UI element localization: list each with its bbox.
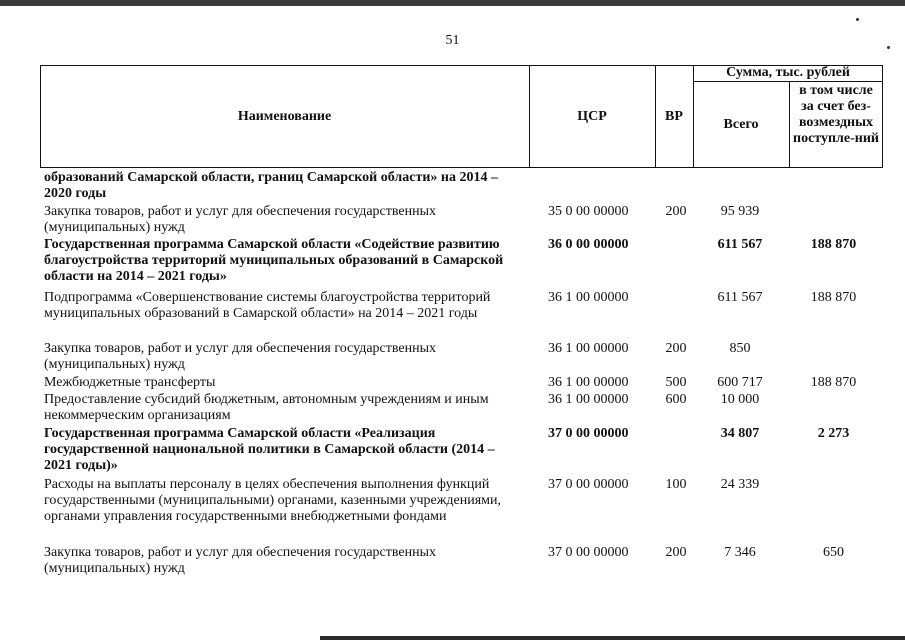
- scan-edge-bottom: [320, 636, 905, 640]
- row-total: 600 717: [717, 375, 763, 390]
- row-total: 95 939: [720, 204, 760, 219]
- row-name: Закупка товаров, работ и услуг для обеспечения государственных (муниципальных) нужд: [44, 204, 437, 235]
- table-header: [40, 65, 883, 168]
- header-csr: ЦСР: [577, 109, 607, 124]
- row-vr: 200: [665, 545, 687, 560]
- row-total: 611 567: [717, 237, 763, 252]
- row-gratuitous: 650: [823, 545, 844, 560]
- scan-speck: [856, 18, 859, 21]
- header-vr: ВР: [665, 109, 683, 124]
- row-csr: 37 0 00 00000: [548, 426, 629, 441]
- row-total: 850: [729, 341, 751, 356]
- row-name: Государственная программа Самарской области «Реализация государственной национальной политики в Самарской области (2014 – 2021 годы)»: [44, 426, 495, 473]
- row-name: Закупка товаров, работ и услуг для обеспечения государственных (муниципальных) нужд: [44, 341, 437, 372]
- row-name: Закупка товаров, работ и услуг для обеспечения государственных (муниципальных) нужд: [44, 545, 437, 576]
- row-vr: 500: [665, 375, 687, 390]
- header-name: Наименование: [237, 109, 332, 124]
- row-name: Предоставление субсидий бюджетным, автономным учреждениям и иным некоммерческим организациям: [44, 392, 489, 423]
- row-name: Межбюджетные трансферты: [44, 375, 216, 390]
- row-vr: 100: [665, 477, 687, 492]
- row-total: 611 567: [717, 290, 763, 305]
- row-csr: 36 1 00 00000: [548, 341, 629, 356]
- row-csr: 36 1 00 00000: [548, 392, 629, 407]
- row-csr: 37 0 00 00000: [548, 477, 629, 492]
- row-name: Подпрограмма «Совершенствование системы благоустройства территорий муниципальных образований в Самарской области» на 2014 – 2021 годы: [44, 290, 491, 321]
- row-gratuitous: 2 273: [817, 426, 850, 441]
- row-csr: 35 0 00 00000: [548, 204, 629, 219]
- header-sum-group: Сумма, тыс. рублей: [726, 65, 850, 80]
- row-vr: 200: [665, 204, 687, 219]
- row-gratuitous: 188 870: [810, 290, 857, 305]
- row-total: 34 807: [720, 426, 760, 441]
- header-divider: [789, 81, 790, 168]
- row-gratuitous: 188 870: [810, 375, 857, 390]
- header-total: Всего: [723, 117, 759, 132]
- header-gratuitous: в том числе за счет без-возмездных поступле-ний: [793, 83, 879, 146]
- row-csr: 36 1 00 00000: [548, 290, 629, 305]
- row-total: 24 339: [720, 477, 760, 492]
- row-total: 10 000: [720, 392, 760, 407]
- scan-edge-top: [0, 0, 905, 6]
- row-vr: 600: [665, 392, 687, 407]
- row-name: образований Самарской области, границ Самарской области» на 2014 – 2020 годы: [44, 170, 498, 201]
- row-gratuitous: 188 870: [810, 237, 857, 252]
- row-csr: 36 1 00 00000: [548, 375, 629, 390]
- row-vr: 200: [665, 341, 687, 356]
- row-csr: 37 0 00 00000: [548, 545, 629, 560]
- row-name: Государственная программа Самарской области «Содействие развитию благоустройства территорий муниципальных образований в Самарской области на 2014 – 2021 годы»: [44, 237, 504, 284]
- row-total: 7 346: [724, 545, 756, 560]
- header-subdivider: [693, 81, 883, 82]
- page-number: 51: [445, 33, 460, 48]
- row-name: Расходы на выплаты персоналу в целях обеспечения выполнения функций государственными (муниципальными) органами, казенными учреждениями, органами управления государственными внебюджетными фондами: [44, 477, 501, 524]
- row-csr: 36 0 00 00000: [548, 237, 629, 252]
